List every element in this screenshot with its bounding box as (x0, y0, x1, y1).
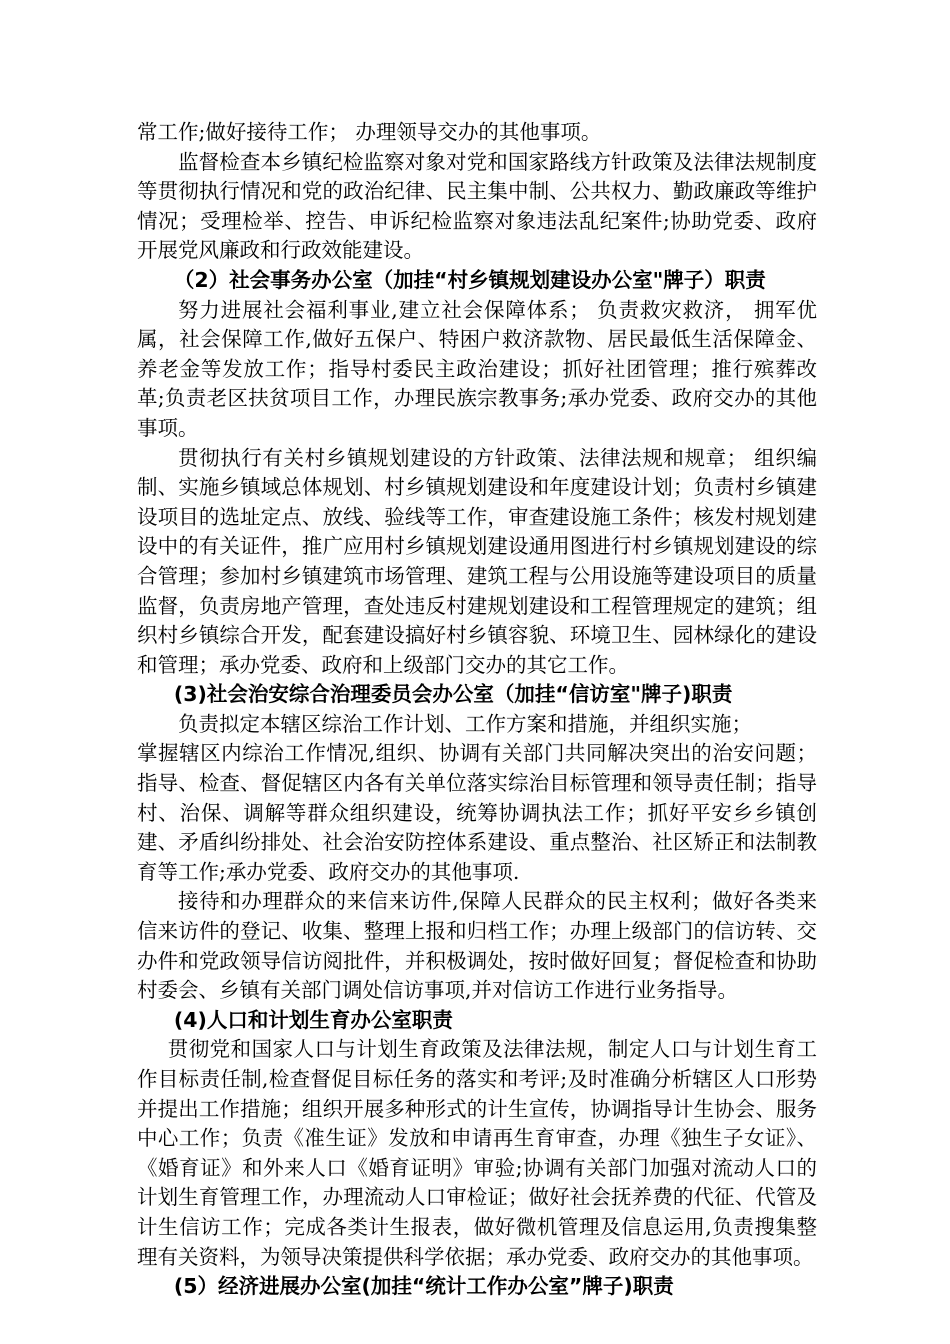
paragraph-security-plan: 负责拟定本辖区综治工作计划、工作方案和措施，并组织实施； (178, 711, 752, 736)
paragraph-family-planning: 贯彻党和国家人口与计划生育政策及法律法规，制定人口与计划生育工作目标责任制,检查督促目标任务的落实和考评;及时准确分析辖区人口形势并提出工作措施；组织开展多种形式的计生宣传，协调指导计生协会、服务中心工作；负责《准生证》发放和申请再生育审查，办理《独生子女证》、《婚育证》和外来人口《婚育证明》审验;协调有关部门加强对流动人口的计划生育管理工作，办理流动人口审检证；做好社会抚养费的代征、代管及计生信访工作；完成各类计生报表，做好微机管理及信息运用,负责搜集整理有关资料，为领导决策提供科学依据；承办党委、政府交办的其他事项。 (137, 1037, 817, 1269)
heading-public-security-office: (3)社会治安综合治理委员会办公室（加挂“信访室"牌子)职责 (173, 682, 733, 707)
paragraph-continuation: 常工作;做好接待工作； 办理领导交办的其他事项。 (137, 120, 602, 144)
paragraph-planning-construction: 贯彻执行有关村乡镇规划建设的方针政策、法律法规和规章； 组织编制、实施乡镇域总体规划、村乡镇规划建设和年度建设计划；负责村乡镇建设项目的选址定点、放线、验线等工作，审查建设施工条件；核发村规划建设中的有关证件，推广应用村乡镇规划建设通用图进行村乡镇规划建设的综合管理；参加村乡镇建筑市场管理、建筑工程与公用设施等建设项目的质量监督，负责房地产管理，查处违反村建规划建设和工程管理规定的建筑；组织村乡镇综合开发，配套建设搞好村乡镇容貌、环境卫生、园林绿化的建设和管理；承办党委、政府和上级部门交办的其它工作。 (137, 445, 817, 677)
document-page (137, 118, 817, 1302)
paragraph-security-duties: 掌握辖区内综治工作情况,组织、协调有关部门共同解决突出的治安问题；指导、检查、督促辖区内各有关单位落实综治目标管理和领导责任制；指导村、治保、调解等群众组织建设，统筹协调执法工作；抓好平安乡乡镇创建、矛盾纠纷排处、社会治安防控体系建设、重点整治、社区矫正和法制教育等工作;承办党委、政府交办的其他事项. (137, 741, 817, 884)
heading-economic-development-office: (5）经济进展办公室(加挂“统计工作办公室”牌子)职责 (173, 1274, 674, 1299)
heading-social-affairs-office: （2）社会事务办公室（加挂“村乡镇规划建设办公室"牌子）职责 (173, 267, 766, 292)
heading-family-planning-office: (4)人口和计划生育办公室职责 (173, 1007, 453, 1032)
paragraph-social-welfare: 努力进展社会福利事业,建立社会保障体系； 负责救灾救济， 拥军优属，社会保障工作,做好五保户、特困户救济款物、居民最低生活保障金、养老金等发放工作；指导村委民主政治建设；抓好社团管理；推行殡葬改革;负责老区扶贫项目工作，办理民族宗教事务;承办党委、政府交办的其他事项。 (137, 297, 817, 440)
paragraph-supervision: 监督检查本乡镇纪检监察对象对党和国家路线方针政策及法律法规制度等贯彻执行情况和党的政治纪律、民主集中制、公共权力、勤政廉政等维护情况；受理检举、控告、申诉纪检监察对象违法乱纪案件;协助党委、政府开展党风廉政和行政效能建设。 (137, 149, 817, 263)
paragraph-petitions: 接待和办理群众的来信来访件,保障人民群众的民主权利；做好各类来信来访件的登记、收集、整理上报和归档工作；办理上级部门的信访转、交办件和党政领导信访阅批件，并积极调处，按时做好回复；督促检查和协助村委会、乡镇有关部门调处信访事项,并对信访工作进行业务指导。 (137, 889, 817, 1003)
